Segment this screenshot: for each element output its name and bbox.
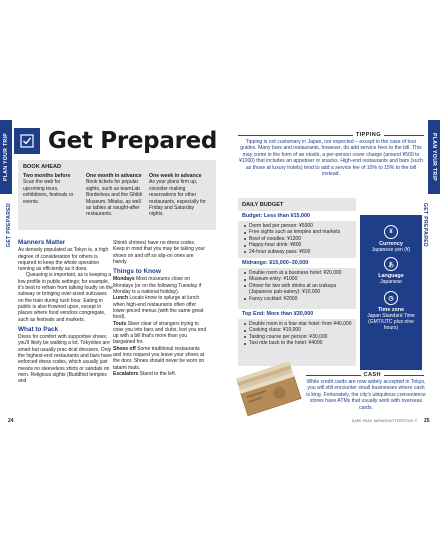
budget-tier-header: Budget: Less than ¥15,000 [238,211,356,221]
currency-icon: ¥ [384,225,398,239]
info-timezone [360,291,422,332]
tip-shoes: Shoes off Some traditional restaurants and inns request you leave your shoes at the door. Shoes should never be worn on tatami mats. [113,345,205,371]
info-value: Japan Standard Time (GMT/UTC plus nine hours) [367,313,415,332]
manners-heading: Manners Matter [18,239,66,246]
daily-budget-box [238,198,356,366]
list-item: Fancy cocktail: ¥2000 [244,296,356,302]
page-number-left: 24 [8,418,14,424]
daily-budget-title: DAILY BUDGET [242,202,284,208]
cash-text: While credit cards are now widely accepted in Tokyo, you will still encounter small businesses where cash is king. Fortunately, the city's ubiquitous convenience stores have ATMs that usually work with overseas cards. [306,379,426,411]
wear-paragraph: Dress for comfort with supportive shoes; you'll likely be walking a lot. Tokyoites are smart but usually prac-tical dressers. Only the highest-end restaurants and bars have enforced dress codes, which usually just means no sleeveless shirts or sandals on men. Religious sights (Buddhist temples and [18,334,112,385]
book-ahead-box [18,160,216,230]
midrange-tier-header: Midrange: ¥15,000–30,000 [238,258,356,268]
info-heading: Language [378,273,404,279]
info-panel [360,215,422,370]
manners-paragraph-2: Queueing is important, as is keeping a low profile in public settings; for example, it's best to refrain from talking loudly on the subway or bringing over-sized suitcases on the train during rush hour. Eating in public is also frowned upon, except in places where food vendors congregate, such as festivals and markets. [18,272,113,323]
info-value: Japanese yen (¥) [371,247,411,253]
top-end-tier-list [244,321,352,347]
left-side-label: GET PREPARED [6,202,13,248]
language-icon: あ [384,257,398,271]
info-value: Japanese [380,279,402,285]
wear-heading: What to Pack [18,325,59,333]
list-item: Tasting course per person: ¥30,000 [244,334,352,340]
list-item: Cooking class: ¥10,000 [244,327,352,333]
book-ahead-col-text: Book tickets for popular sights, such as teamLab Borderless and the Ghibli Museum, Mitaka, as well as tables at sought-after restaurants. [86,179,143,218]
book-ahead-col-2 [86,173,146,218]
book-ahead-col-head: One week in advance [149,173,202,179]
info-heading: Time zone [377,307,405,313]
list-item: 24-hour subway pass: ¥600 [244,249,340,255]
book-ahead-col-head: One month in advance [86,173,142,179]
photo-credit: DARK PEAK JAPAN/SHUTTERSTOCK © [352,419,418,423]
budget-tier-list [244,223,340,255]
info-heading: Currency [379,241,403,247]
list-item: Free sights such as temples and markets [244,229,340,235]
tipping-header [238,132,424,138]
tip-touts: Touts Steer clear of strangers trying to coax you into bars and clubs, lest you end up with a bill that's more than you bargained for. [113,320,207,346]
page-number-right: 25 [424,418,430,424]
list-item: Bowl of noodles: ¥1200 [244,236,340,242]
info-language [360,257,422,285]
clock-icon: ◷ [384,291,398,305]
midrange-tier-list [244,270,356,302]
left-side-tab: PLAN YOUR TRIP [0,120,12,194]
book-ahead-title: BOOK AHEAD [23,164,62,170]
list-item: Dinner for two with drinks at an izakaya (Japanese pub-eatery): ¥10,000 [244,283,356,296]
top-end-tier-header: Top End: More than ¥30,000 [238,309,356,319]
left-column-1 [18,240,113,385]
things-heading: Things to Know [113,268,161,276]
cash-header [306,372,424,378]
left-column-2 [113,240,208,377]
list-item: Taxi ride back to the hotel: ¥4000 [244,340,352,346]
list-item: Double room in a four-star hotel: from ¥40,000 [244,321,352,327]
tip-escalators: Escalators Stand to the left. [113,370,177,377]
book-ahead-col-head: Two months before [23,173,71,179]
tip-mondays: Mondays Most museums close on Mondays (or on the following Tuesday if Monday is a national holiday). [113,276,202,296]
book-ahead-col-text: Scan the web for upcoming tours, exhibitions, festivals or events. [23,179,74,205]
list-item: Happy-hour drink: ¥800 [244,242,340,248]
manners-paragraph-1: As densely populated as Tokyo is, a high degree of consideration for others is required to keep the whole operation running as efficiently as it does. [18,247,109,273]
right-side-label: GET PREPARED [422,202,429,248]
list-item: Museum entry: ¥1000 [244,276,356,282]
book-ahead-col-3 [149,173,209,218]
wear-paragraph-cont: Shintō shrines) have no dress codes. Keep in mind that you may be taking your shoes on and off so slip-on ones are handy. [113,240,205,265]
tipping-heading: TIPPING [355,132,381,138]
book-ahead-col-text: As your plans firm up, consider making reservations for other restaurants, especially for Friday and Saturday nights. [149,179,206,218]
tipping-text: Tipping is not customary in Japan, nor expected – except in the case of tour guides. Many bars and restaurants, however, do add service fees to the bill. This may come in the form of an otoshi, a per-person cover charge (around ¥500 to ¥1000) that includes an appetiser or snacks. High-end restaurants and bars (such as those at luxury hotels) tend to add a service fee of 10% to 15% to the bill instead. [238,139,424,178]
book-ahead-col-1 [23,173,83,205]
title-row [14,128,217,154]
list-item: Dorm bed per person: ¥5000 [244,223,340,229]
info-currency [360,225,422,253]
list-item: Double room at a business hotel: ¥20,000 [244,270,356,276]
tip-lunch: Lunch Locals know to splurge at lunch when high-end restaurants often offer lower-priced menus (with the same great food). [113,295,204,321]
checklist-icon [14,128,40,154]
banknotes-photo [236,362,302,417]
right-side-tab: PLAN YOUR TRIP [428,120,440,194]
page-title: Get Prepared [48,128,218,154]
cash-heading: CASH [363,372,381,378]
